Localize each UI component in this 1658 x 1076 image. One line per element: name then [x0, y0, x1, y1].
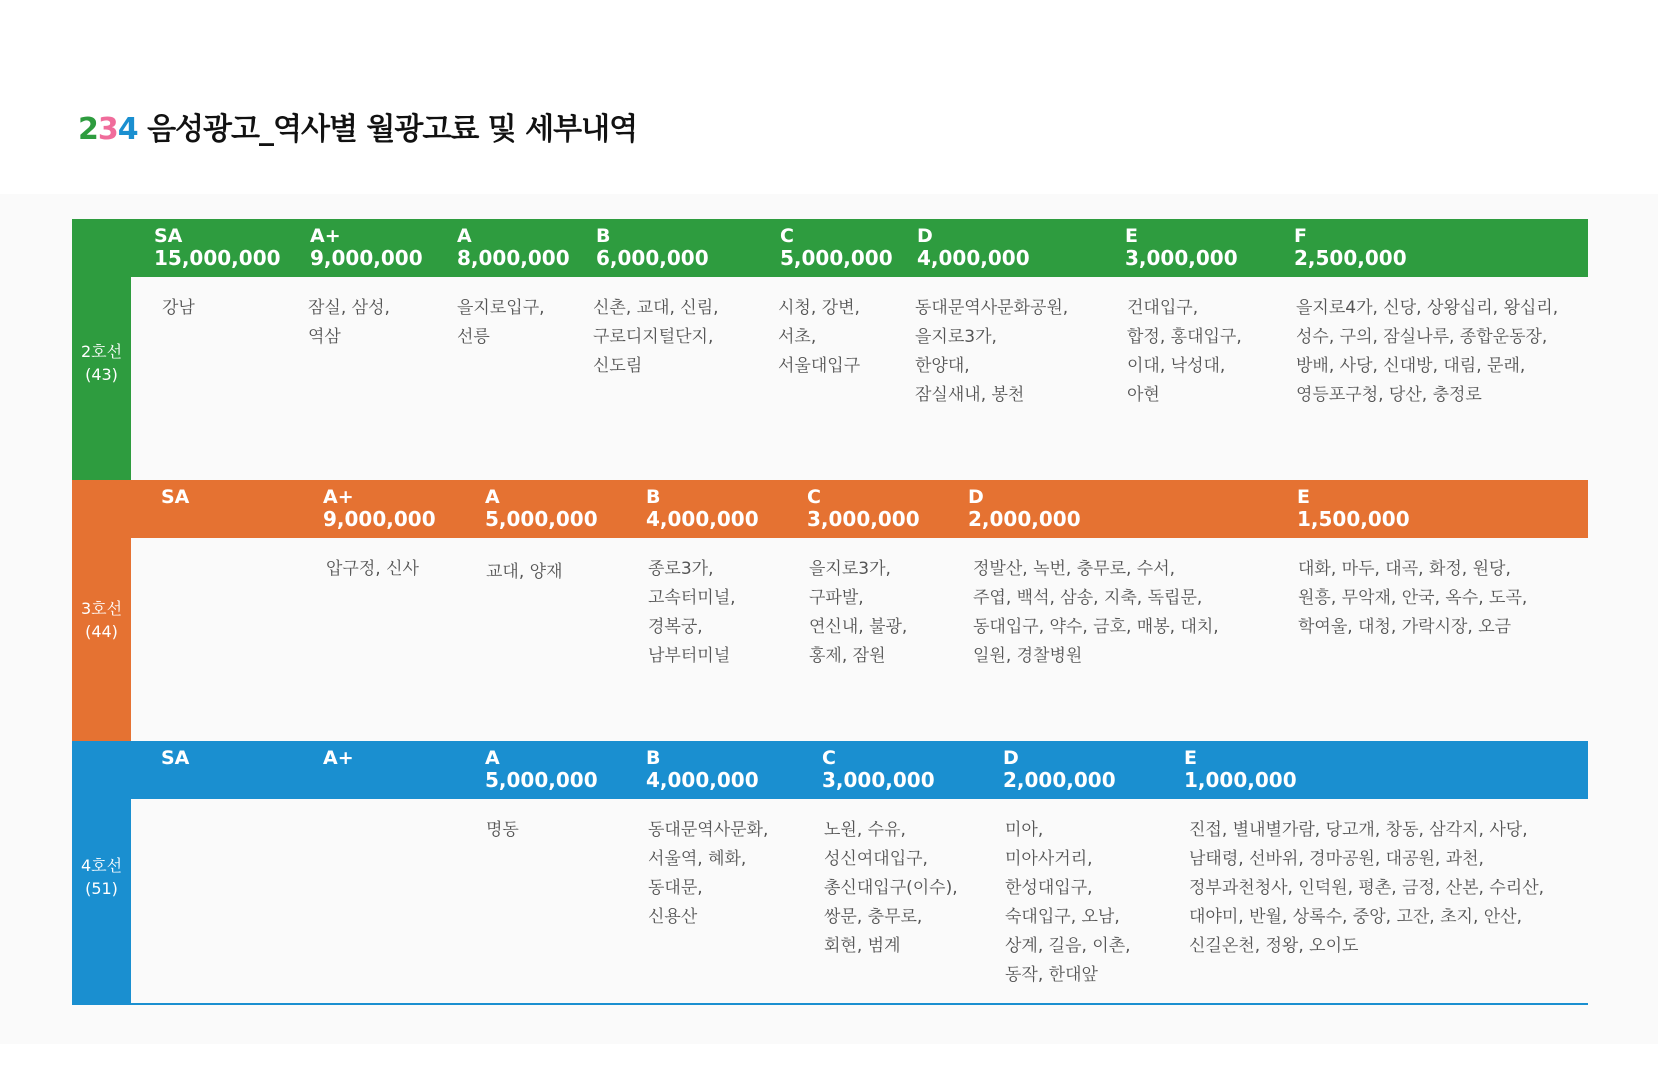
line-3-grade-e: E	[1297, 486, 1310, 508]
line-4-stations-a: 명동	[486, 820, 519, 840]
line-2-stations-sa: 강남	[162, 298, 195, 318]
line-2-stations-c: 시청, 강변, 서초, 서울대입구	[778, 298, 861, 376]
line-2-grade-a: A	[457, 225, 472, 247]
line-4-grade-aplus: A+	[323, 747, 354, 769]
line-2-grade-e: E	[1125, 225, 1138, 247]
line-3-section	[72, 480, 1588, 741]
line-2-price-aplus: 9,000,000	[310, 246, 423, 270]
line-2-section	[72, 219, 1588, 480]
line-3-stations-c: 을지로3가, 구파발, 연신내, 불광, 홍제, 잠원	[809, 559, 908, 666]
line-4-grade-c: C	[822, 747, 836, 769]
line-2-stations-f: 을지로4가, 신당, 상왕십리, 왕십리, 성수, 구의, 잠실나루, 종합운동장, 방배, 사당, 신대방, 대림, 문래, 영등포구청, 당산, 충정로	[1296, 298, 1559, 405]
line-3-count: (44)	[85, 622, 118, 641]
line-2-price-c: 5,000,000	[780, 246, 893, 270]
title-line-2: 2	[78, 112, 98, 147]
line-2-grade-c: C	[780, 225, 794, 247]
line-3-sidebar	[72, 480, 131, 741]
line-4-grade-b: B	[646, 747, 661, 769]
line-2-stations-b: 신촌, 교대, 신림, 구로디지털단지, 신도림	[593, 298, 719, 376]
line-2-price-sa: 15,000,000	[154, 246, 281, 270]
line-3-stations-d: 정발산, 녹번, 충무로, 수서, 주엽, 백석, 삼송, 지축, 독립문, 동대입구, 약수, 금호, 매봉, 대치, 일원, 경찰병원	[973, 559, 1219, 666]
line-3-stations-a: 교대, 양재	[486, 562, 563, 582]
line-2-price-d: 4,000,000	[917, 246, 1030, 270]
line-4-price-e: 1,000,000	[1184, 768, 1297, 792]
bottom-divider	[72, 1003, 1588, 1005]
line-2-stations-aplus: 잠실, 삼성, 역삼	[308, 298, 390, 347]
line-4-stations-b: 동대문역사문화, 서울역, 혜화, 동대문, 신용산	[648, 820, 769, 927]
line-3-stations-aplus: 압구정, 신사	[326, 559, 419, 579]
line-4-section	[72, 741, 1588, 1003]
line-4-stations-e: 진접, 별내별가람, 당고개, 창동, 삼각지, 사당, 남태령, 선바위, 경마공원, 대공원, 과천, 정부과천청사, 인덕원, 평촌, 금정, 산본, 수리산, 대야미, 반월, 상록수, 중앙, 고잔, 초지, 안산, 신길온천, 정왕, 오이도	[1189, 820, 1545, 956]
line-2-price-e: 3,000,000	[1125, 246, 1238, 270]
line-2-stations-a: 을지로입구, 선릉	[457, 298, 545, 347]
line-2-grade-b: B	[596, 225, 611, 247]
line-3-label: 3호선	[80, 599, 123, 618]
line-3-grade-b: B	[646, 486, 661, 508]
line-4-stations-d: 미아, 미아사거리, 한성대입구, 숙대입구, 오남, 상계, 길음, 이촌, 동작, 한대앞	[1005, 820, 1131, 985]
title-line-4: 4	[117, 112, 138, 147]
line-3-price-d: 2,000,000	[968, 507, 1081, 531]
line-2-grade-d: D	[917, 225, 933, 247]
line-4-count: (51)	[85, 879, 118, 898]
line-4-grade-d: D	[1003, 747, 1019, 769]
line-2-sidebar	[72, 219, 131, 480]
line-2-price-f: 2,500,000	[1294, 246, 1407, 270]
line-3-price-a: 5,000,000	[485, 507, 598, 531]
line-2-grade-sa: SA	[154, 225, 183, 247]
line-2-stations-e: 건대입구, 합정, 홍대입구, 이대, 낙성대, 아현	[1127, 298, 1242, 405]
line-4-stations-c: 노원, 수유, 성신여대입구, 총신대입구(이수), 쌍문, 충무로, 회현, 범계	[824, 820, 958, 956]
line-4-sidebar	[72, 741, 131, 1003]
line-3-grade-a: A	[485, 486, 500, 508]
line-3-price-aplus: 9,000,000	[323, 507, 436, 531]
line-3-price-e: 1,500,000	[1297, 507, 1410, 531]
line-4-price-c: 3,000,000	[822, 768, 935, 792]
line-3-stations-b: 종로3가, 고속터미널, 경복궁, 남부터미널	[648, 559, 736, 666]
line-2-price-a: 8,000,000	[457, 246, 570, 270]
line-3-grade-c: C	[807, 486, 821, 508]
line-3-grade-d: D	[968, 486, 984, 508]
page-title	[78, 104, 637, 148]
line-2-grade-aplus: A+	[310, 225, 341, 247]
line-4-price-d: 2,000,000	[1003, 768, 1116, 792]
line-4-grade-sa: SA	[161, 747, 190, 769]
line-3-grade-sa: SA	[161, 486, 190, 508]
line-4-label: 4호선	[80, 856, 123, 875]
line-2-price-b: 6,000,000	[596, 246, 709, 270]
line-3-stations-e: 대화, 마두, 대곡, 화정, 원당, 원흥, 무악재, 안국, 옥수, 도곡, 학여울, 대청, 가락시장, 오금	[1298, 559, 1528, 637]
line-2-label: 2호선	[80, 342, 123, 361]
line-2-count: (43)	[85, 365, 118, 384]
line-4-price-a: 5,000,000	[485, 768, 598, 792]
line-4-price-b: 4,000,000	[646, 768, 759, 792]
line-4-grade-e: E	[1184, 747, 1197, 769]
line-3-price-b: 4,000,000	[646, 507, 759, 531]
title-text: 음성광고_역사별 월광고료 및 세부내역	[137, 112, 638, 147]
line-2-stations-d: 동대문역사문화공원, 을지로3가, 한양대, 잠실새내, 봉천	[915, 298, 1069, 405]
line-4-grade-a: A	[485, 747, 500, 769]
line-3-price-c: 3,000,000	[807, 507, 920, 531]
title-line-3: 3	[97, 112, 118, 147]
line-2-grade-f: F	[1294, 225, 1307, 247]
line-3-grade-aplus: A+	[323, 486, 354, 508]
